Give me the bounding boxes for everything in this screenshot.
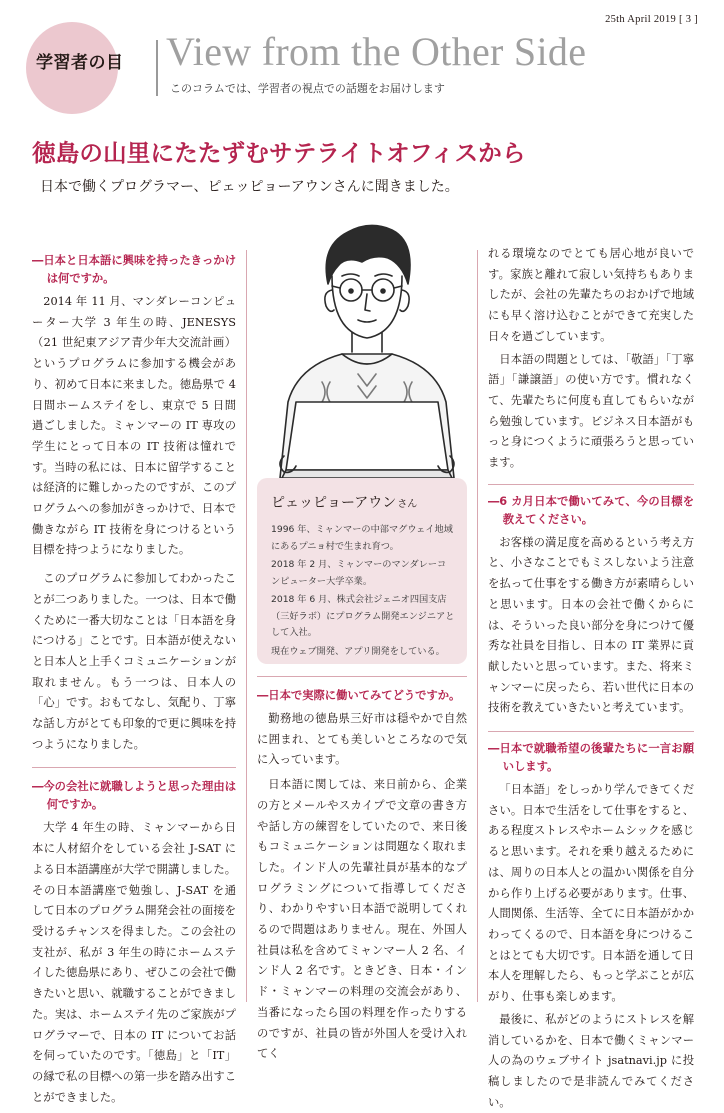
answer-paragraph: 勤務地の徳島県三好市は穏やかで自然に囲まれ、とても美しいところなので気に入っています。 (257, 712, 467, 767)
profile-line: 2018 年 6 月、株式会社ジェニオ四国支店（三好ラボ）にプログラム開発エンジニアとして入社。 (271, 594, 455, 638)
article-subheadline: 日本で働くプログラマー、ピェッピョーアウンさんに聞きました。 (40, 179, 459, 195)
question-heading: ―今の会社に就職しようと思った理由は何ですか。 (32, 780, 236, 812)
section-divider (488, 731, 694, 732)
profile-name: ピェッピョーアウンさん (271, 495, 418, 511)
article-headline: 徳島の山里にたたずむサテライトオフィスから (32, 139, 526, 167)
header-divider (156, 40, 158, 96)
profile-line: 1996 年、ミャンマーの中部マグウェイ地域にあるプニョ村で生まれ育つ。 (271, 524, 453, 552)
profile-line: 2018 年 2 月、ミャンマーのマンダレーコンピューター大学卒業。 (271, 559, 447, 587)
section-divider (488, 484, 694, 485)
column-middle (257, 676, 467, 1065)
question-heading: ―日本で就職希望の後輩たちに一言お願いします。 (488, 742, 694, 774)
profile-box (257, 478, 467, 664)
profile-honorific: さん (397, 499, 418, 510)
answer-paragraph: 最後に、私がどのようにストレスを解消しているかを、日本で働くミャンマー人の為のウェブサイト jsatnavi.jp に投稿しましたので是非読んでみてください。 (488, 1012, 694, 1109)
answer-paragraph: 2014 年 11 月、マンダレーコンピューター大学 3 年生の時、JENESYS（21 世紀東アジア青少年大交流計画）というプログラムに参加する機会があり、初めて日本に来ました。徳島県で 4 日間ホームステイをし、東京で 5 日間過ごしました。ミャンマーの IT 専攻の学生にとって日本の IT 技術は憧れです。当時の私には、日本に留学することは経済的に難しかったのですが、このプログラムへの参加がきっかけで、日本で働きながら IT 技術を身につけるという目標を持つようになりました。 (32, 295, 236, 557)
column-logo: 学習者の目 (36, 53, 124, 73)
question-heading: ―日本で実際に働いてみてどうですか。 (257, 689, 461, 702)
section-divider (257, 676, 467, 677)
answer-paragraph: お客様の満足度を高めるという考え方と、小さなことでもミスしないよう注意を払って仕事をする働き方が素晴らしいと思います。日本の会社で働くからには、そういった良い部分を身につけて優秀な社員を目指し、日本の IT 業界に貢献したいと思っています。また、将来ミャンマーに戻ったら、若い世代に日本の技術を教えていきたいと考えています。 (488, 535, 694, 715)
profile-details (271, 522, 455, 660)
column-left (32, 252, 236, 1108)
column-divider (477, 250, 478, 1002)
question-heading: ―6 カ月日本で働いてみて、今の目標を教えてください。 (488, 494, 694, 526)
answer-paragraph: 大学 4 年生の時、ミャンマーから日本に人材紹介をしている会社 J-SAT による日本語講座が大学で開講しました。その日本語講座で勉強し、J-SAT を通して日本のプログラム開発会社の面接を受けるチャンスを得ました。この会社の支社が、私が 3 年生の時にホームステイした徳島県にあり、ぜひこの会社で働きたいと思い、就職することができました。実は、ホームステイ先のご家族がプログラマーで、日本の IT についてお話を伺っていたのです。「徳島」と「IT」の縁で私の目標への第一歩を踏み出すことができました。 (32, 821, 236, 1104)
issue-date: 25th April 2019 [ 3 ] (605, 14, 698, 25)
column-title: View from the Other Side (166, 29, 587, 74)
answer-paragraph: 「日本語」をしっかり学んできてください。日本で生活をして仕事をすると、ある程度ストレスやホームシックを感じると思います。それを乗り越えるためには、周りの日本人との温かい関係を自分から作り上げる必要があります。仕事、人間関係、生活等、全てに日本語がかかわってくるので、日本語を身につけることはとても大切です。日本語を通して日本人を理解したら、もっと学ぶことが広がり、仕事も楽しめます。 (488, 783, 694, 1004)
profile-line: 現在ウェブ開発、アプリ開発をしている。 (271, 645, 445, 657)
column-subtitle: このコラムでは、学習者の視点での話題をお届けします (170, 82, 445, 95)
answer-paragraph: 日本語の問題としては、「敬語」「丁寧語」「謙譲語」の使い方です。慣れなくて、先輩たちに何度も直してもらいながら勉強しています。ビジネス日本語がもっと身につくように頑張ろうと思っています。 (488, 352, 694, 470)
answer-paragraph: れる環境なのでとても居心地が良いです。家族と離れて寂しい気持ちもありましたが、会社の先輩たちのおかげで地域にも早く溶け込むことができて充実した日々を過ごしています。 (488, 247, 694, 343)
column-divider (246, 250, 247, 1002)
answer-paragraph: このプログラムに参加してわかったことが二つありました。一つは、日本で働くために一番大切なことは「日本語を身につける」ことです。日本語が使えないと日本人と上手くコミュニケーションが取れません。もう一つは、日本人の「心」です。おもてなし、気配り、丁寧な話し方がとても印象的で更に興味を持つようになりました。 (32, 572, 236, 751)
section-divider (32, 767, 236, 768)
column-right (488, 244, 694, 1113)
question-heading: ―日本と日本語に興味を持ったきっかけは何ですか。 (32, 254, 236, 285)
answer-paragraph: 日本語に関しては、来日前から、企業の方とメールやスカイプで文章の書き方や話し方の練習をしていたので、来日後もコミュニケーションは問題なく取れました。インド人の先輩社員が基本的なプログラミングについて指導してくださり、わかりやすい日本語で説明してくれるので問題はありません。現在、外国人社員は私を含めてミャンマー人 2 名、インド人 2 名です。ときどき、日本・インド・ミャンマーの料理の交流会があり、当番になったら国の料理を作ったりするのですが、社員の皆が外国人を受け入れてく (257, 778, 467, 1061)
interviewee-illustration (262, 206, 472, 478)
